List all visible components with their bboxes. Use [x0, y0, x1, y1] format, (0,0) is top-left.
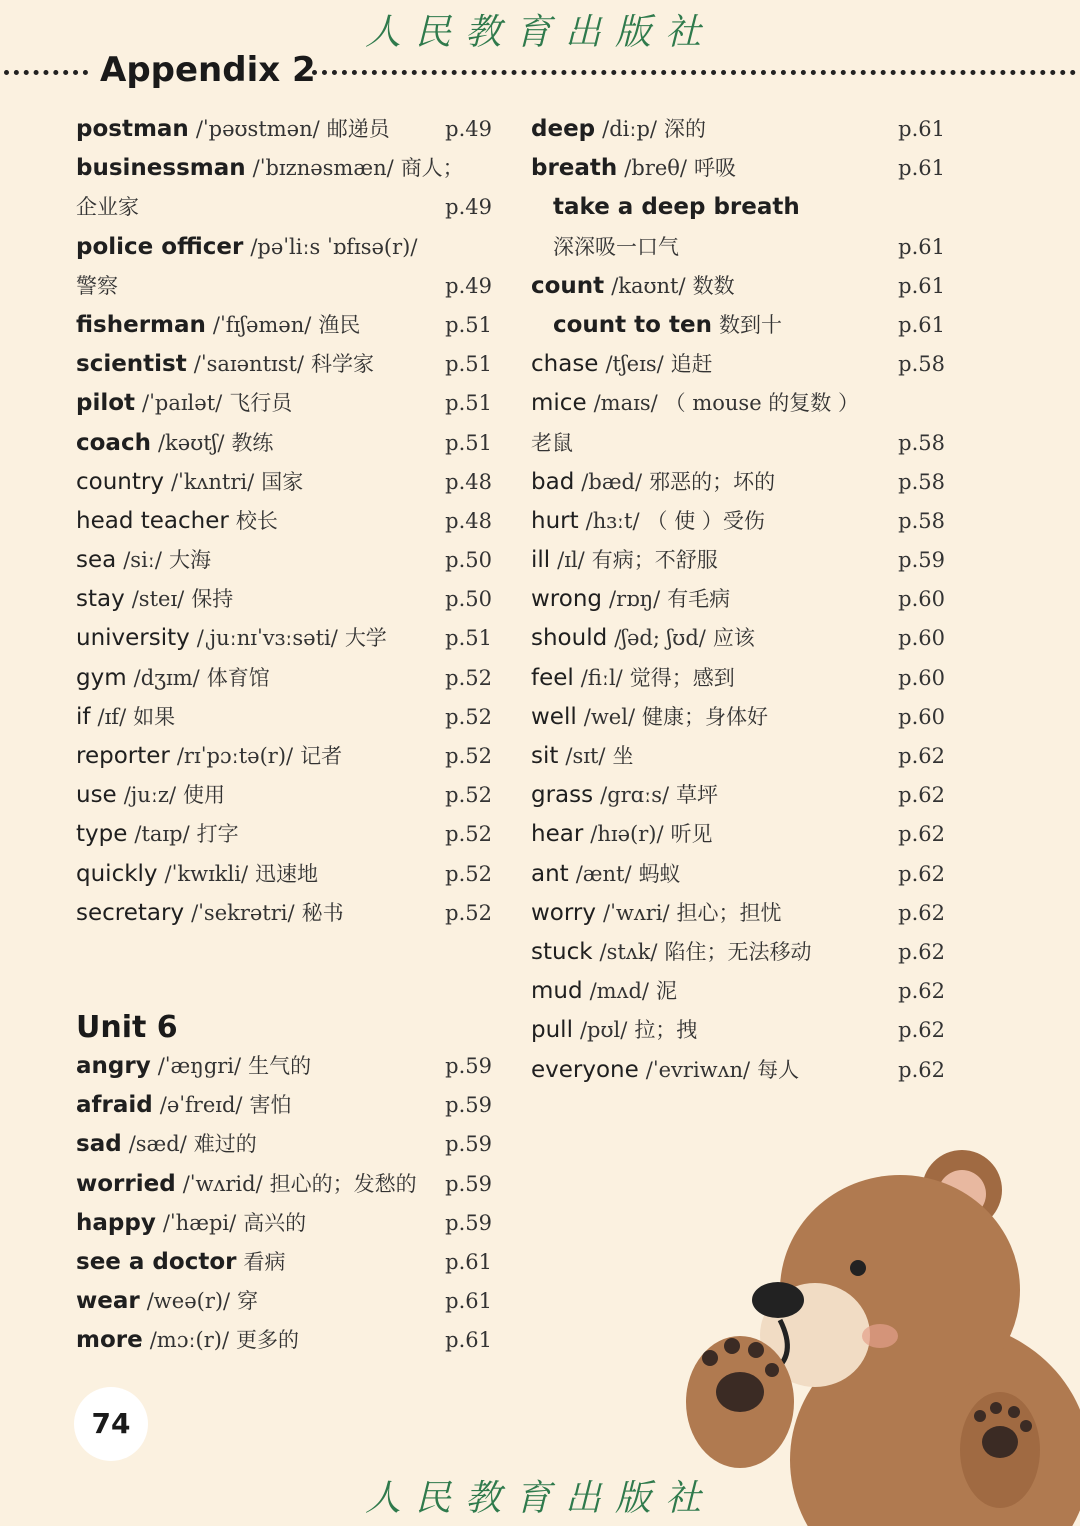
entry-page-ref: p.61	[898, 273, 945, 298]
entry-cn: 有病；不舒服	[591, 548, 718, 573]
vocab-entry	[531, 933, 951, 972]
entry-word: bad	[531, 468, 575, 495]
entry-page-ref: p.51	[445, 430, 492, 455]
entry-cn: 草坪	[676, 783, 719, 808]
entry-cn: 国家	[261, 469, 304, 494]
vocab-entry	[76, 1282, 496, 1321]
entry-page-ref: p.58	[898, 352, 945, 377]
vocab-entry	[531, 580, 951, 619]
entry-cn: 担心的；发愁的	[269, 1171, 417, 1196]
entry-word: stuck	[531, 938, 593, 965]
vocab-entry	[76, 463, 496, 502]
entry-ipa: /ˈwʌrid/	[182, 1171, 263, 1196]
entry-page-ref: p.52	[445, 704, 492, 729]
entry-word: police officer	[76, 233, 244, 260]
entry-word: sad	[76, 1131, 122, 1158]
entry-cn: 更多的	[236, 1328, 300, 1353]
vocab-entry	[531, 228, 951, 267]
entry-page-ref: p.61	[898, 234, 945, 259]
entry-cn: 教练	[231, 430, 274, 455]
entry-page-ref: p.60	[898, 704, 945, 729]
vocab-entry	[531, 776, 951, 815]
appendix-title-row	[0, 50, 1080, 94]
entry-cn: 警察	[76, 273, 118, 298]
entry-cn: 健康；身体好	[642, 704, 769, 729]
entry-page-ref: p.60	[898, 587, 945, 612]
entry-cn: 生气的	[248, 1054, 312, 1078]
entry-page-ref: p.59	[445, 1093, 492, 1118]
entry-page-ref: p.61	[445, 1289, 492, 1314]
entry-page-ref: p.52	[445, 822, 492, 847]
vocab-entry	[531, 384, 951, 423]
publisher-logo-bottom: 人民教育出版社	[364, 1478, 715, 1519]
entry-cn: （ 使 ）受伤	[646, 508, 765, 533]
vocab-entry	[531, 659, 951, 698]
entry-cn: 保持	[191, 587, 234, 612]
vocab-entry	[76, 1125, 496, 1164]
entry-ipa: /əˈfreɪd/	[159, 1093, 243, 1118]
entry-ipa: /hɪə(r)/	[590, 822, 664, 847]
entry-cn: 觉得；感到	[629, 665, 735, 690]
entry-ipa: /diːp/	[602, 117, 657, 141]
entry-cn: 邪恶的；坏的	[649, 469, 776, 494]
entry-cn: 校长	[235, 508, 278, 533]
entry-page-ref: p.58	[898, 469, 945, 494]
entry-ipa: /grɑːs/	[600, 783, 670, 808]
entry-cn: 深深吸一口气	[553, 234, 679, 259]
entry-page-ref: p.52	[445, 744, 492, 768]
entry-page-ref: p.61	[898, 117, 945, 141]
vocab-entry	[76, 502, 496, 541]
entry-page-ref: p.62	[898, 900, 945, 925]
entry-word: quickly	[76, 860, 158, 887]
entry-page-ref: p.58	[898, 508, 945, 533]
entry-ipa: /ˈæŋgri/	[157, 1054, 242, 1078]
vocab-list-unit6	[76, 1047, 496, 1361]
entry-ipa: /tʃeɪs/	[605, 352, 664, 377]
entry-cn: 如果	[133, 704, 176, 729]
entry-ipa: /ʃəd; ʃʊd/	[614, 626, 706, 651]
entry-cn: 邮递员	[326, 117, 390, 141]
entry-ipa: /ˈfɪʃəmən/	[212, 312, 312, 337]
entry-cn: 拉；拽	[634, 1018, 698, 1043]
entry-word: see a doctor	[76, 1248, 237, 1275]
entry-page-ref: p.62	[898, 861, 945, 886]
vocab-entry	[531, 502, 951, 541]
entry-word: pilot	[76, 390, 136, 417]
vocab-entry	[76, 345, 496, 384]
entry-word: happy	[76, 1209, 156, 1236]
entry-word: feel	[531, 664, 574, 691]
entry-ipa: /juːz/	[123, 783, 177, 808]
vocab-entry	[531, 972, 951, 1011]
entry-ipa: /ˌjuːnɪˈvɜːsəti/	[196, 626, 338, 651]
entry-word: count	[531, 272, 605, 299]
vocab-entry	[76, 384, 496, 423]
entry-page-ref: p.52	[445, 665, 492, 690]
entry-ipa: /sɪt/	[565, 744, 606, 768]
entry-cn: 大学	[344, 626, 387, 651]
entry-page-ref: p.51	[445, 352, 492, 377]
entry-page-ref: p.62	[898, 1057, 945, 1082]
entry-page-ref: p.60	[898, 626, 945, 651]
vocab-entry	[531, 149, 951, 188]
entry-cn: 陷住；无法移动	[664, 939, 812, 964]
entry-word: well	[531, 703, 577, 730]
vocab-entry	[531, 698, 951, 737]
vocab-entry	[531, 815, 951, 854]
entry-word: grass	[531, 782, 594, 809]
entry-word: type	[76, 821, 128, 848]
entry-ipa: /hɜːt/	[585, 508, 640, 533]
vocab-entry	[76, 149, 496, 188]
vocab-entry	[76, 776, 496, 815]
vocab-entry	[76, 659, 496, 698]
entry-page-ref: p.58	[898, 430, 945, 455]
entry-ipa: /dʒɪm/	[133, 665, 200, 690]
page-title: Appendix 2	[100, 50, 316, 90]
entry-page-ref: p.61	[445, 1328, 492, 1353]
entry-cn: 迅速地	[255, 861, 319, 886]
entry-cn: 企业家	[76, 195, 139, 220]
vocab-entry	[76, 1204, 496, 1243]
entry-word: stay	[76, 586, 125, 613]
entry-ipa: /ˈwʌri/	[603, 900, 670, 925]
vocab-entry	[76, 188, 496, 227]
entry-word: businessman	[76, 155, 246, 182]
entry-cn: 害怕	[249, 1093, 292, 1118]
entry-cn: 数到十	[718, 312, 782, 337]
entry-word: ill	[531, 547, 551, 574]
entry-word: pull	[531, 1017, 573, 1044]
entry-word: postman	[76, 116, 189, 142]
vocab-entry	[76, 1086, 496, 1125]
entry-page-ref: p.62	[898, 979, 945, 1004]
entry-ipa: /ˈsaɪəntɪst/	[193, 352, 305, 377]
vocab-entry	[531, 541, 951, 580]
entry-word: sit	[531, 743, 559, 769]
publisher-logo-top: 人民教育出版社	[364, 12, 715, 53]
entry-ipa: /breθ/	[624, 156, 687, 181]
entry-page-ref: p.61	[445, 1249, 492, 1274]
entry-word: ant	[531, 860, 569, 887]
entry-ipa: /rɪˈpɔːtə(r)/	[176, 744, 294, 768]
entry-ipa: /steɪ/	[131, 587, 185, 612]
vocab-entry	[531, 737, 951, 776]
entry-page-ref: p.60	[898, 665, 945, 690]
entry-cn: 高兴的	[243, 1210, 307, 1235]
entry-page-ref: p.59	[445, 1132, 492, 1157]
entry-page-ref: p.50	[445, 587, 492, 612]
entry-cn: 秘书	[301, 900, 344, 925]
entry-ipa: /ænt/	[575, 861, 632, 886]
dotted-divider-left	[4, 70, 88, 75]
vocab-entry	[76, 541, 496, 580]
entry-page-ref: p.59	[445, 1054, 492, 1078]
entry-cn: 数数	[692, 273, 735, 298]
entry-ipa: /mɔː(r)/	[149, 1328, 230, 1353]
entry-ipa: /siː/	[123, 548, 162, 573]
entry-ipa: /kəʊtʃ/	[157, 430, 225, 455]
vocab-entry	[76, 1047, 496, 1086]
entry-page-ref: p.62	[898, 783, 945, 808]
vocab-list-left	[76, 110, 496, 933]
entry-cn: 深的	[663, 117, 706, 141]
entry-cn: 老鼠	[531, 430, 573, 455]
vocab-entry	[76, 110, 496, 149]
vocab-entry	[76, 580, 496, 619]
vocab-entry	[531, 267, 951, 306]
entry-ipa: /wel/	[583, 704, 636, 729]
vocab-entry	[76, 1165, 496, 1204]
vocab-entry	[76, 815, 496, 854]
entry-cn: 有毛病	[667, 587, 731, 612]
entry-word: angry	[76, 1053, 151, 1079]
entry-page-ref: p.50	[445, 548, 492, 573]
entry-ipa: /ɪf/	[97, 704, 127, 729]
entry-ipa: /ˈpaɪlət/	[142, 391, 223, 416]
entry-ipa: /mʌd/	[589, 979, 649, 1004]
vocab-entry	[531, 619, 951, 658]
unit-heading: Unit 6	[76, 1010, 178, 1045]
entry-cn: 泥	[655, 979, 677, 1004]
entry-word: deep	[531, 116, 596, 142]
entry-page-ref: p.59	[445, 1171, 492, 1196]
entry-word: breath	[531, 155, 618, 182]
entry-page-ref: p.51	[445, 312, 492, 337]
entry-word: country	[76, 468, 164, 495]
entry-page-ref: p.49	[445, 195, 492, 220]
entry-page-ref: p.48	[445, 469, 492, 494]
entry-ipa: /stʌk/	[599, 939, 658, 964]
entry-word: sea	[76, 547, 117, 574]
entry-ipa: /ˈevriwʌn/	[645, 1057, 751, 1082]
entry-page-ref: p.52	[445, 783, 492, 808]
entry-word: scientist	[76, 351, 187, 378]
vocab-entry	[76, 855, 496, 894]
entry-cn: 每人	[757, 1057, 800, 1082]
entry-word: count to ten	[553, 311, 712, 338]
entry-word: mud	[531, 978, 583, 1005]
entry-ipa: /ˈbɪznəsmæn/	[252, 156, 394, 181]
entry-ipa: /ˈkʌntri/	[170, 469, 255, 494]
entry-word: fisherman	[76, 311, 206, 338]
entry-cn: 使用	[183, 783, 226, 808]
vocab-entry	[531, 345, 951, 384]
entry-page-ref: p.52	[445, 861, 492, 886]
entry-page-ref: p.61	[898, 312, 945, 337]
vocab-entry	[76, 1243, 496, 1282]
entry-word: university	[76, 625, 190, 652]
entry-word: gym	[76, 664, 127, 691]
entry-ipa: /ˈsekrətri/	[191, 900, 295, 925]
entry-page-ref: p.59	[898, 548, 945, 573]
entry-cn: 坐	[612, 744, 634, 768]
entry-ipa: /pʊl/	[579, 1018, 628, 1043]
entry-ipa: /bæd/	[581, 469, 643, 494]
entry-word: should	[531, 625, 608, 652]
entry-word: more	[76, 1327, 143, 1354]
entry-cn: 商人；	[400, 156, 464, 181]
vocab-entry	[76, 1321, 496, 1360]
entry-cn: 记者	[300, 744, 343, 768]
entry-ipa: /ˈpəʊstmən/	[195, 117, 320, 141]
entry-word: take a deep breath	[553, 194, 800, 221]
entry-word: if	[76, 703, 91, 730]
entry-cn: 科学家	[311, 352, 375, 377]
vocab-entry	[531, 188, 951, 227]
entry-cn: 追赶	[670, 352, 713, 377]
entry-page-ref: p.49	[445, 117, 492, 141]
entry-cn: 呼吸	[694, 156, 736, 181]
entry-cn: 听见	[670, 822, 713, 847]
vocab-entry	[531, 1051, 951, 1090]
entry-ipa: /taɪp/	[134, 822, 190, 847]
entry-cn: 蚂蚁	[638, 861, 681, 886]
entry-cn: （ mouse 的复数 ）	[664, 391, 859, 416]
entry-page-ref: p.61	[898, 156, 945, 181]
entry-cn: 飞行员	[229, 391, 293, 416]
entry-page-ref: p.62	[898, 744, 945, 768]
entry-word: head teacher	[76, 507, 229, 534]
entry-cn: 大海	[168, 548, 211, 573]
vocab-entry	[76, 267, 496, 306]
entry-ipa: /ˈhæpi/	[162, 1210, 237, 1235]
vocab-entry	[531, 424, 951, 463]
entry-cn: 看病	[243, 1249, 286, 1274]
entry-ipa: /weə(r)/	[146, 1289, 231, 1314]
vocab-entry	[531, 1011, 951, 1050]
entry-word: wrong	[531, 586, 603, 613]
entry-word: hurt	[531, 507, 579, 534]
entry-word: secretary	[76, 899, 185, 926]
vocab-entry	[76, 619, 496, 658]
vocab-entry	[76, 424, 496, 463]
entry-ipa: /pəˈliːs ˈɒfɪsə(r)/	[250, 234, 418, 259]
entry-word: mice	[531, 390, 587, 417]
entry-word: chase	[531, 351, 599, 378]
vocab-entry	[76, 737, 496, 776]
entry-word: hear	[531, 821, 584, 848]
entry-page-ref: p.59	[445, 1210, 492, 1235]
entry-page-ref: p.62	[898, 822, 945, 847]
entry-page-ref: p.52	[445, 900, 492, 925]
vocab-entry	[531, 110, 951, 149]
entry-ipa: /rɒŋ/	[609, 587, 661, 612]
entry-cn: 穿	[237, 1289, 259, 1314]
vocab-entry	[531, 894, 951, 933]
entry-cn: 渔民	[318, 312, 361, 337]
entry-page-ref: p.62	[898, 939, 945, 964]
entry-page-ref: p.49	[445, 273, 492, 298]
vocab-entry	[531, 306, 951, 345]
entry-ipa: /fiːl/	[580, 665, 623, 690]
entry-page-ref: p.51	[445, 626, 492, 651]
entry-word: reporter	[76, 743, 170, 769]
entry-cn: 体育馆	[206, 665, 270, 690]
vocab-entry	[76, 698, 496, 737]
vocab-list-right	[531, 110, 951, 1090]
vocab-entry	[76, 228, 496, 267]
entry-cn: 应该	[712, 626, 755, 651]
vocab-entry	[531, 855, 951, 894]
entry-ipa: /sæd/	[128, 1132, 187, 1157]
vocab-entry	[76, 894, 496, 933]
vocab-entry	[531, 463, 951, 502]
entry-page-ref: p.51	[445, 391, 492, 416]
entry-word: afraid	[76, 1092, 153, 1119]
entry-ipa: /ˈkwɪkli/	[164, 861, 249, 886]
entry-word: worried	[76, 1170, 176, 1197]
entry-page-ref: p.62	[898, 1018, 945, 1043]
entry-ipa: /ɪl/	[557, 548, 585, 573]
entry-ipa: /kaʊnt/	[611, 273, 686, 298]
entry-cn: 打字	[196, 822, 239, 847]
dotted-divider-right	[312, 70, 1076, 75]
entry-page-ref: p.48	[445, 508, 492, 533]
entry-cn: 难过的	[193, 1132, 257, 1157]
entry-word: worry	[531, 899, 597, 926]
page-number-badge: 74	[74, 1387, 148, 1461]
entry-word: wear	[76, 1288, 140, 1315]
entry-word: use	[76, 782, 117, 809]
bear-illustration	[680, 1120, 1080, 1526]
entry-cn: 担心；担忧	[676, 900, 782, 925]
entry-ipa: /maɪs/	[593, 391, 658, 416]
vocab-entry	[76, 306, 496, 345]
entry-word: everyone	[531, 1056, 639, 1083]
entry-word: coach	[76, 429, 151, 456]
